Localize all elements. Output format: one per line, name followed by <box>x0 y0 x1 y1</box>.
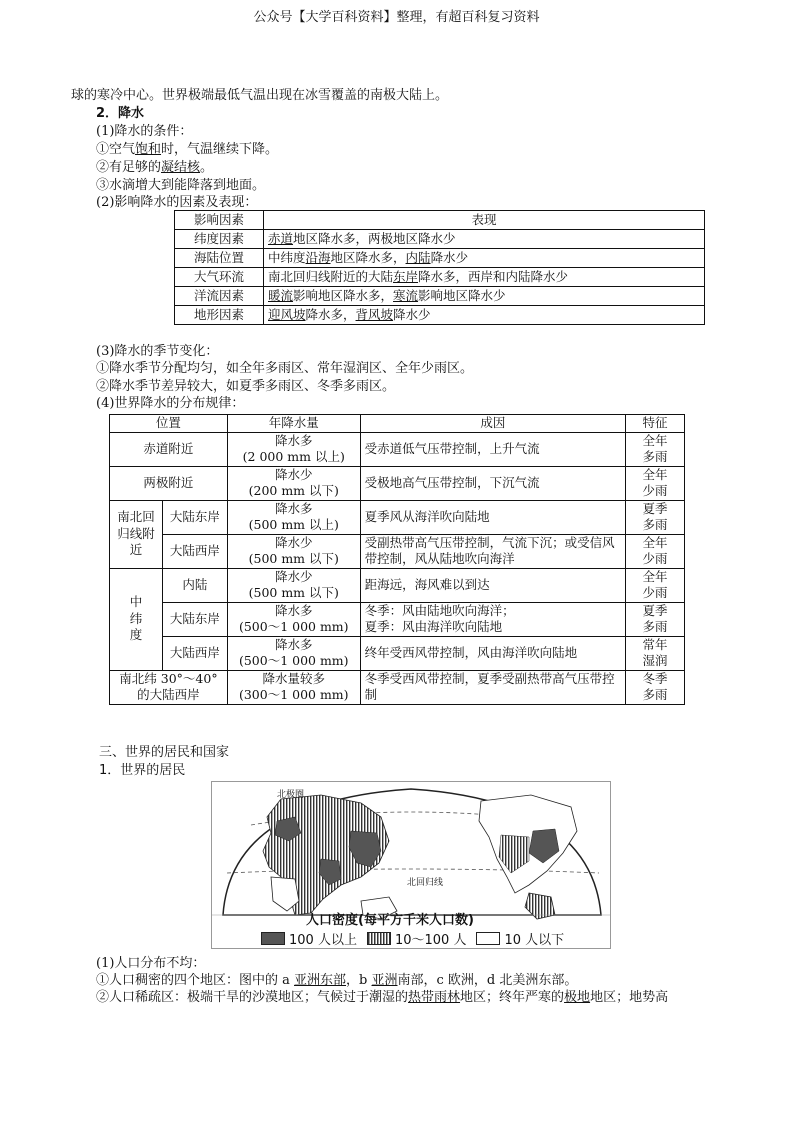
amount-cell: 降水少 (500 mm 以下) <box>227 534 360 568</box>
amount-cell: 降水多 (500～1 000 mm) <box>227 602 360 636</box>
factor-effect: 南北回归线附近的大陆东岸降水多，西岸和内陆降水少 <box>264 268 705 287</box>
amount-cell: 降水少 (200 mm 以下) <box>227 466 360 500</box>
distribution-title: (4)世界降水的分布规律： <box>96 396 245 411</box>
cause-cell: 夏季风从海洋吹向陆地 <box>360 500 625 534</box>
factor-effect: 赤道地区降水多，两极地区降水少 <box>264 230 705 249</box>
cause-cell: 受副热带高气压带控制，气流下沉；或受信风带控制，风从陆地吹向海洋 <box>360 534 625 568</box>
table-row <box>175 211 705 230</box>
section3-title: 三、世界的居民和国家 <box>99 745 230 760</box>
cause-cell: 冬季：风由陆地吹向海洋； 夏季：风由海洋吹向陆地 <box>360 602 625 636</box>
table-header-cell: 位置 <box>110 415 228 433</box>
amount-cell: 降水少 (500 mm 以下) <box>227 568 360 602</box>
position-cell: 大陆东岸 <box>162 500 227 534</box>
sparse-areas-line: ②人口稀疏区：极端干旱的沙漠地区；气候过于潮湿的热带雨林地区；终年严寒的极地地区；地势高 <box>96 990 669 1005</box>
legend-swatch-sparse <box>476 932 500 945</box>
season-2: ②降水季节差异较大，如夏季多雨区、冬季多雨区。 <box>96 379 396 394</box>
group-cell-midlatitude: 中纬度 <box>110 568 163 670</box>
factors-table <box>174 210 705 325</box>
table-row <box>175 249 705 268</box>
legend-title: 人口密度(每平方千米人口数) <box>306 913 474 928</box>
cause-cell: 终年受西风带控制，风由海洋吹向陆地 <box>360 636 625 670</box>
map-legend <box>261 929 564 948</box>
section3-sub1: 1．世界的居民 <box>99 763 186 778</box>
precip-conditions-title: (1)降水的条件： <box>96 124 193 139</box>
legend-label-medium: 10～100 人 <box>394 933 467 948</box>
amount-cell: 降水量较多 (300～1 000 mm) <box>227 670 360 704</box>
table-row <box>110 636 685 670</box>
position-cell: 赤道附近 <box>110 432 228 466</box>
uneven-title: (1)人口分布不均： <box>96 956 206 971</box>
position-cell: 大陆西岸 <box>162 636 227 670</box>
table-header-cell: 表现 <box>264 211 705 230</box>
feature-cell: 全年 少雨 <box>626 466 685 500</box>
factor-name: 洋流因素 <box>175 287 264 306</box>
table-header-cell: 成因 <box>360 415 625 433</box>
cause-cell: 冬季受西风带控制，夏季受副热带高气压带控制 <box>360 670 625 704</box>
table-row <box>110 534 685 568</box>
factor-name: 纬度因素 <box>175 230 264 249</box>
factor-effect: 暖流影响地区降水多，寒流影响地区降水少 <box>264 287 705 306</box>
feature-cell: 夏季 多雨 <box>626 602 685 636</box>
page-header: 公众号【大学百科资料】整理，有超百科复习资料 <box>253 10 540 25</box>
table-header-cell: 年降水量 <box>227 415 360 433</box>
condition-1: ①空气饱和时，气温继续下降。 <box>96 142 279 157</box>
position-cell: 大陆东岸 <box>162 602 227 636</box>
tropic-label: 北回归线 <box>407 878 444 888</box>
position-cell: 两极附近 <box>110 466 228 500</box>
table-row <box>110 466 685 500</box>
cause-cell: 受极地高气压带控制，下沉气流 <box>360 466 625 500</box>
table-row <box>110 432 685 466</box>
table-row <box>110 670 685 704</box>
condition-2: ②有足够的凝结核。 <box>96 160 214 175</box>
factors-title: (2)影响降水的因素及表现： <box>96 195 258 210</box>
intro-line: 球的寒冷中心。世界极端最低气温出现在冰雪覆盖的南极大陆上。 <box>71 88 449 103</box>
legend-swatch-medium <box>367 932 391 945</box>
table-row <box>175 230 705 249</box>
amount-cell: 降水多 (2 000 mm 以上) <box>227 432 360 466</box>
table-header-cell: 特征 <box>626 415 685 433</box>
table-row <box>110 415 685 433</box>
feature-cell: 常年 湿润 <box>626 636 685 670</box>
feature-cell: 全年 多雨 <box>626 432 685 466</box>
dense-areas-line: ①人口稠密的四个地区：图中的 a 亚洲东部，b 亚洲南部，c 欧洲，d 北美洲东部。 <box>96 973 578 988</box>
condition-3: ③水滴增大到能降落到地面。 <box>96 178 266 193</box>
amount-cell: 降水多 (500～1 000 mm) <box>227 636 360 670</box>
table-header-cell: 影响因素 <box>175 211 264 230</box>
factor-name: 海陆位置 <box>175 249 264 268</box>
distribution-table <box>109 414 685 705</box>
cause-cell: 距海远，海风难以到达 <box>360 568 625 602</box>
factor-name: 大气环流 <box>175 268 264 287</box>
feature-cell: 全年 少雨 <box>626 534 685 568</box>
cause-cell: 受赤道低气压带控制，上升气流 <box>360 432 625 466</box>
position-cell: 内陆 <box>162 568 227 602</box>
table-row <box>110 602 685 636</box>
position-cell: 大陆西岸 <box>162 534 227 568</box>
section-precipitation-title: 2．降水 <box>96 106 145 121</box>
table-row <box>110 500 685 534</box>
season-1: ①降水季节分配均匀，如全年多雨区、常年湿润区、全年少雨区。 <box>96 361 474 376</box>
legend-label-dense: 100 人以上 <box>289 933 357 948</box>
factor-effect: 中纬度沿海地区降水多，内陆降水少 <box>264 249 705 268</box>
feature-cell: 冬季 多雨 <box>626 670 685 704</box>
arctic-circle-label: 北极圈 <box>277 790 305 800</box>
legend-label-sparse: 10 人以下 <box>504 933 565 948</box>
factor-effect: 迎风坡降水多，背风坡降水少 <box>264 306 705 325</box>
population-density-map <box>211 781 611 949</box>
table-row <box>175 306 705 325</box>
table-row <box>175 268 705 287</box>
group-cell-tropics: 南北回归线附近 <box>110 500 163 568</box>
legend-swatch-dense <box>261 932 285 945</box>
feature-cell: 全年 少雨 <box>626 568 685 602</box>
factor-name: 地形因素 <box>175 306 264 325</box>
season-title: (3)降水的季节变化： <box>96 344 219 359</box>
feature-cell: 夏季 多雨 <box>626 500 685 534</box>
amount-cell: 降水多 (500 mm 以上) <box>227 500 360 534</box>
table-row <box>110 568 685 602</box>
table-row <box>175 287 705 306</box>
position-cell: 南北纬 30°～40° 的大陆西岸 <box>110 670 228 704</box>
